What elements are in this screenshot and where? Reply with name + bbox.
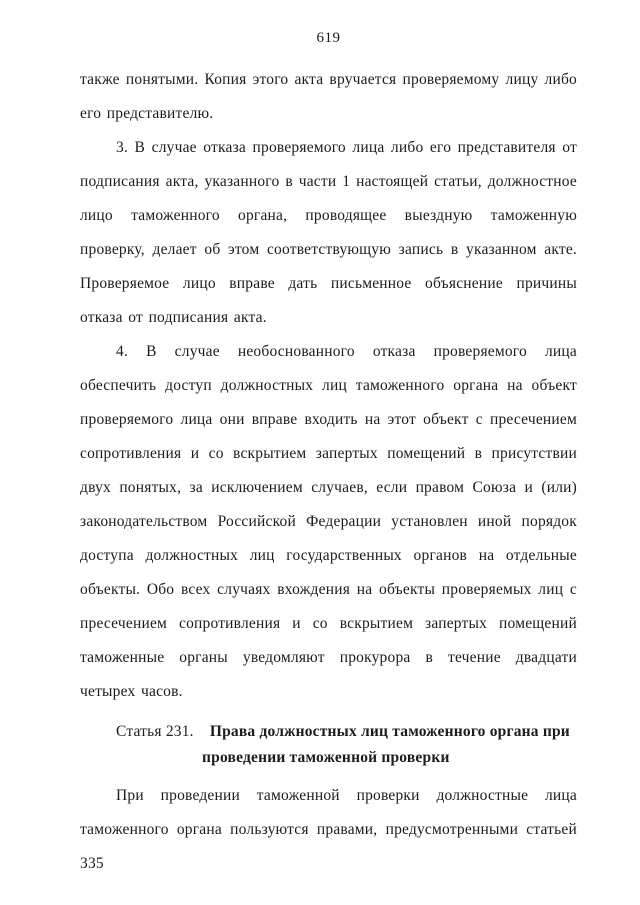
paragraph-continuation: также понятыми. Копия этого акта вручается проверяемому лицу либо его представителю. <box>80 71 577 122</box>
paragraph-4: 4. В случае необоснованного отказа проверяемого лица обеспечить доступ должностных лиц таможенного органа на объект проверяемого лица они вправе входить на этот объект с пресечением сопротивления и со вскрытием запертых помещений в присутствии двух понятых, за исключением случаев, если правом Союза и (или) законодательством Российской Федерации установлен иной порядок доступа должностных лиц государственных органов на отдельные объекты. Обо всех случаях вхождения на объекты проверяемых лиц с пресечением сопротивления и со вскрытием запертых помещений таможенные органы уведомляют прокурора в течение двадцати четырех часов. <box>80 343 577 700</box>
article-number-label: Статья 231. <box>116 723 194 740</box>
paragraph-3: 3. В случае отказа проверяемого лица либо его представителя от подписания акта, указанного в части 1 настоящей статьи, должностное лицо таможенного органа, проводящее выездную таможенную проверку, делает об этом соответствующую запись в указанном акте. Проверяемое лицо вправе дать письменное объяснение причины отказа от подписания акта. <box>80 139 577 326</box>
document-body <box>80 63 577 881</box>
article-231-heading <box>80 719 577 771</box>
page-number: 619 <box>316 30 341 46</box>
article-title: Права должностных лиц таможенного органа при проведении таможенной проверки <box>202 723 570 766</box>
paragraph-article-body: При проведении таможенной проверки должностные лица таможенного органа пользуются правами, предусмотренными статьей 335 <box>80 787 577 872</box>
